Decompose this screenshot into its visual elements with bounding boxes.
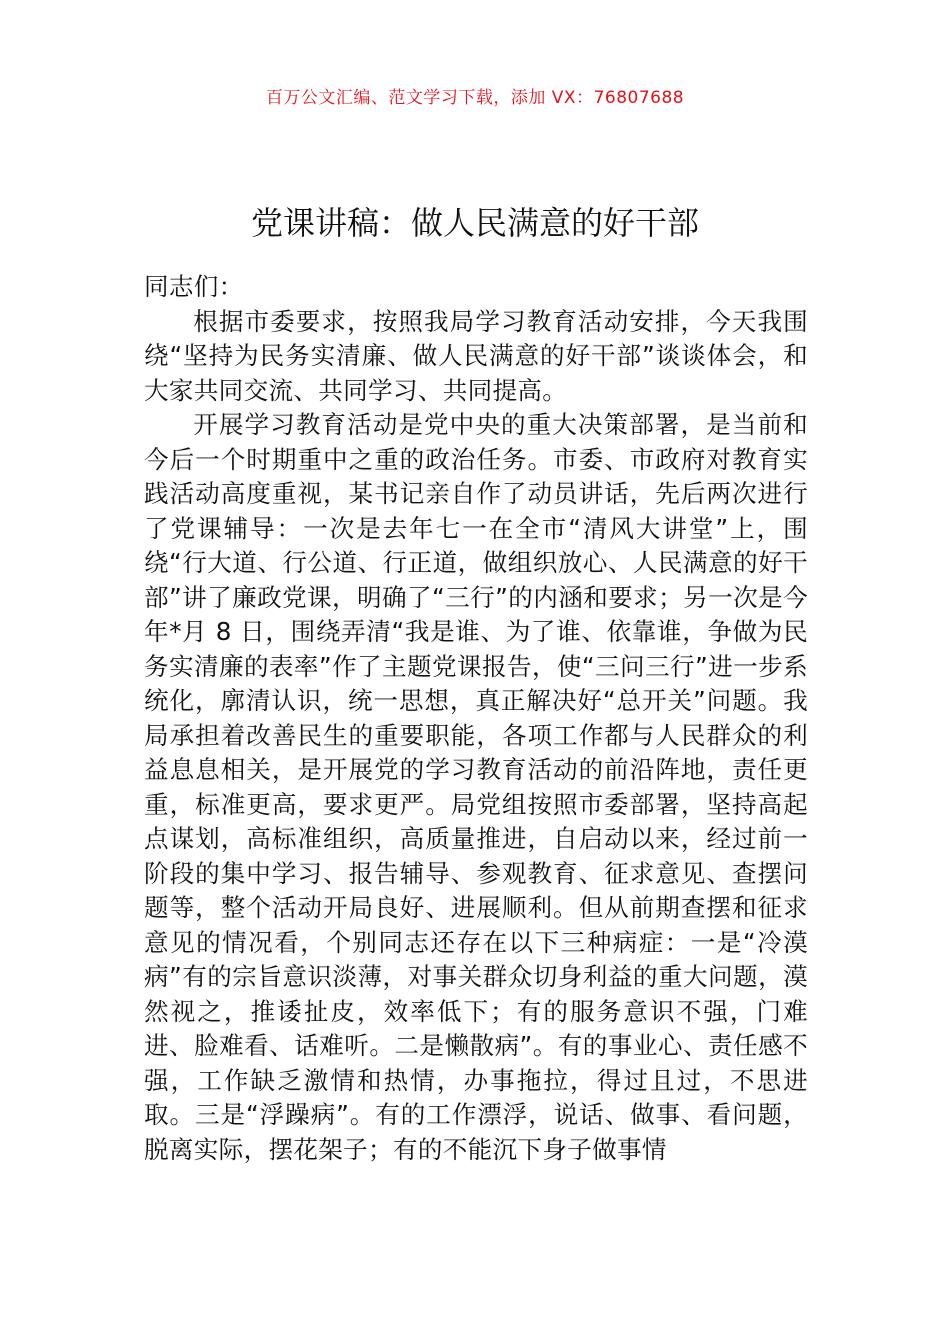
header-note: 百万公文汇编、范文学习下载，添加 VX：76807688 [265,88,685,108]
document-body [144,270,808,1167]
paragraph-1: 根据市委要求，按照我局学习教育活动安排，今天我围绕“坚持为民务实清廉、做人民满意的好干部”谈谈体会，和大家共同交流、共同学习、共同提高。 [144,306,808,405]
document-title: 党课讲稿：做人民满意的好干部 [250,204,699,243]
paragraph-2: 开展学习教育活动是党中央的重大决策部署，是当前和今后一个时期重中之重的政治任务。市委、市政府对教育实践活动高度重视，某书记亲自作了动员讲话，先后两次进行了党课辅导：一次是去年七一在全市“清风大讲堂”上，围绕“行大道、行公道、行正道，做组织放心、人民满意的好干部”讲了廉政党课，明确了“三行”的内涵和要求；另一次是今年*月 8 日，围绕弄清“我是谁、为了谁、依靠谁，争做为民务实清廉的表率”作了主题党课报告，使“三问三行”进一步系统化，廓清认识，统一思想，真正解决好“总开关”问题。我局承担着改善民生的重要职能，各项工作都与人民群众的利益息息相关，是开展党的学习教育活动的前沿阵地，责任更重，标准更高，要求更严。局党组按照市委部署，坚持高起点谋划，高标准组织，高质量推进，自启动以来，经过前一阶段的集中学习、报告辅导、参观教育、征求意见、查摆问题等，整个活动开局良好、进展顺利。但从前期查摆和征求意见的情况看，个别同志还存在以下三种病症：一是“冷漠病”有的宗旨意识淡薄，对事关群众切身利益的重大问题，漠然视之，推诿扯皮，效率低下；有的服务意识不强，门难进、脸难看、话难听。二是懒散病”。有的事业心、责任感不强，工作缺乏激情和热情，办事拖拉，得过且过，不思进取。三是“浮躁病”。有的工作漂浮，说话、做事、看问题，脱离实际，摆花架子；有的不能沉下身子做事情 [144,410,808,1164]
salutation: 同志们： [144,272,244,301]
